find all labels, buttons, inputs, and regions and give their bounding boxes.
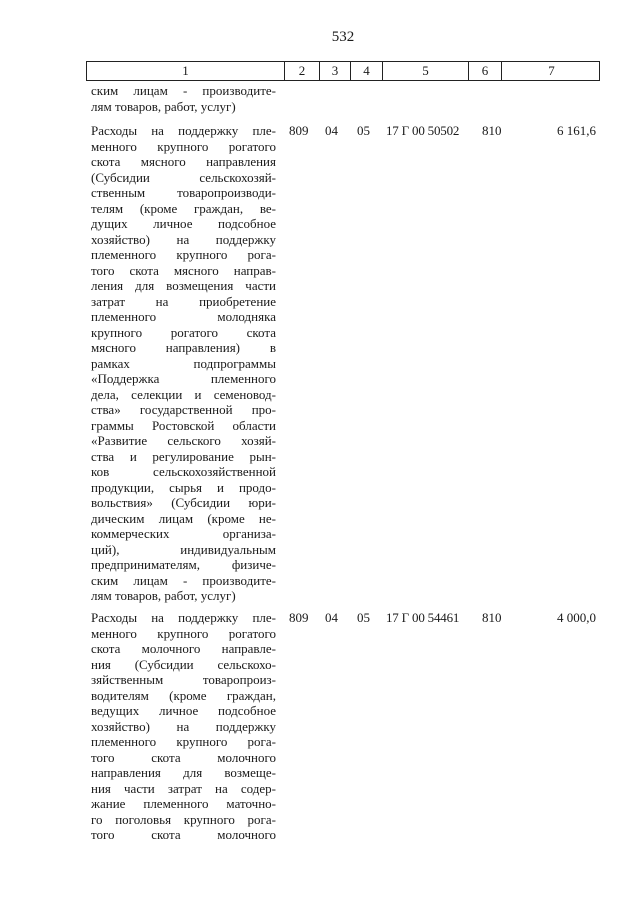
description-line: го поголовья крупного рога- bbox=[91, 811, 276, 827]
row-expense-type: 810 bbox=[482, 610, 502, 625]
description-line: ния (Субсидии сельскохо- bbox=[91, 656, 276, 672]
header-col-3: 3 bbox=[320, 62, 351, 80]
page-number: 532 bbox=[331, 29, 355, 45]
description-line: направления для возмеще- bbox=[91, 765, 276, 780]
description-line: ства и регулирование рын- bbox=[91, 448, 276, 464]
description-line: ства» государственной про- bbox=[91, 402, 276, 417]
row-description bbox=[91, 610, 276, 843]
description-line: дущих личное подсобное bbox=[91, 216, 276, 231]
description-line: ления для возмещения части bbox=[91, 278, 276, 293]
description-line: крупного рогатого скота bbox=[91, 324, 276, 340]
description-line: лям товаров, работ, услуг) bbox=[91, 588, 236, 603]
header-col-4: 4 bbox=[351, 62, 383, 80]
description-line: телям (кроме граждан, ве- bbox=[91, 200, 276, 216]
description-line: ским лицам - производите- bbox=[91, 572, 276, 588]
description-line: ций), индивидуальным bbox=[91, 541, 276, 557]
row-subsection: 05 bbox=[357, 610, 370, 625]
description-line: скота молочного направле- bbox=[91, 641, 276, 656]
description-line: ведущих личное подсобное bbox=[91, 703, 276, 718]
description-line: затрат на приобретение bbox=[91, 293, 276, 309]
description-line: того скота молочного bbox=[91, 827, 276, 842]
row-subsection: 05 bbox=[357, 123, 370, 138]
row-target-article: 17 Г 00 54461 bbox=[386, 610, 460, 625]
description-line: ния части затрат на содер- bbox=[91, 780, 276, 796]
description-line: мясного направления) в bbox=[91, 340, 276, 355]
description-line: скота мясного направления bbox=[91, 154, 276, 169]
description-line: лям товаров, работ, услуг) bbox=[91, 98, 236, 114]
row-code: 809 bbox=[289, 123, 309, 138]
description-line: дела, селекции и семеновод- bbox=[91, 386, 276, 402]
description-line: того скота молочного bbox=[91, 749, 276, 765]
description-line: дическим лицам (кроме не- bbox=[91, 510, 276, 526]
description-line: Расходы на поддержку пле- bbox=[91, 610, 276, 625]
header-col-5: 5 bbox=[383, 62, 469, 80]
header-col-1: 1 bbox=[87, 62, 285, 80]
row-expense-type: 810 bbox=[482, 123, 502, 138]
description-line: менного крупного рогатого bbox=[91, 138, 276, 154]
row-section: 04 bbox=[325, 610, 338, 625]
header-col-7: 7 bbox=[548, 63, 555, 78]
row-description bbox=[91, 123, 276, 604]
description-line: ков сельскохозяйственной bbox=[91, 464, 276, 479]
description-line: жание племенного маточно- bbox=[91, 796, 276, 811]
description-line: менного крупного рогатого bbox=[91, 625, 276, 641]
description-line: «Поддержка племенного bbox=[91, 371, 276, 386]
description-line: продукции, сырья и продо- bbox=[91, 479, 276, 495]
description-line: зяйственным товаропроиз- bbox=[91, 672, 276, 687]
description-line: предпринимателям, физиче- bbox=[91, 557, 276, 572]
row-sum: 4 000,0 bbox=[557, 610, 596, 625]
description-line: рамках подпрограммы bbox=[91, 355, 276, 371]
description-line: граммы Ростовской области bbox=[91, 417, 276, 433]
description-line: (Субсидии сельскохозяй- bbox=[91, 169, 276, 185]
continuation-description bbox=[91, 83, 276, 114]
description-line: вольствия» (Субсидии юри- bbox=[91, 495, 276, 510]
description-line: Расходы на поддержку пле- bbox=[91, 123, 276, 138]
row-sum: 6 161,6 bbox=[557, 123, 596, 138]
description-line: племенного крупного рога- bbox=[91, 734, 276, 749]
description-line: «Развитие сельского хозяй- bbox=[91, 433, 276, 448]
description-line: племенного крупного рога- bbox=[91, 247, 276, 262]
description-line: того скота мясного направ- bbox=[91, 262, 276, 278]
description-line: племенного молодняка bbox=[91, 309, 276, 324]
description-line: ским лицам - производите- bbox=[91, 83, 276, 98]
row-target-article: 17 Г 00 50502 bbox=[386, 123, 460, 138]
description-line: ственным товаропроизводи- bbox=[91, 185, 276, 200]
description-line: водителям (кроме граждан, bbox=[91, 687, 276, 703]
table-header-row bbox=[86, 61, 600, 81]
row-section: 04 bbox=[325, 123, 338, 138]
row-code: 809 bbox=[289, 610, 309, 625]
header-col-6: 6 bbox=[469, 62, 502, 80]
description-line: хозяйство) на поддержку bbox=[91, 718, 276, 734]
header-col-2: 2 bbox=[285, 62, 320, 80]
description-line: хозяйство) на поддержку bbox=[91, 231, 276, 247]
description-line: коммерческих организа- bbox=[91, 526, 276, 541]
